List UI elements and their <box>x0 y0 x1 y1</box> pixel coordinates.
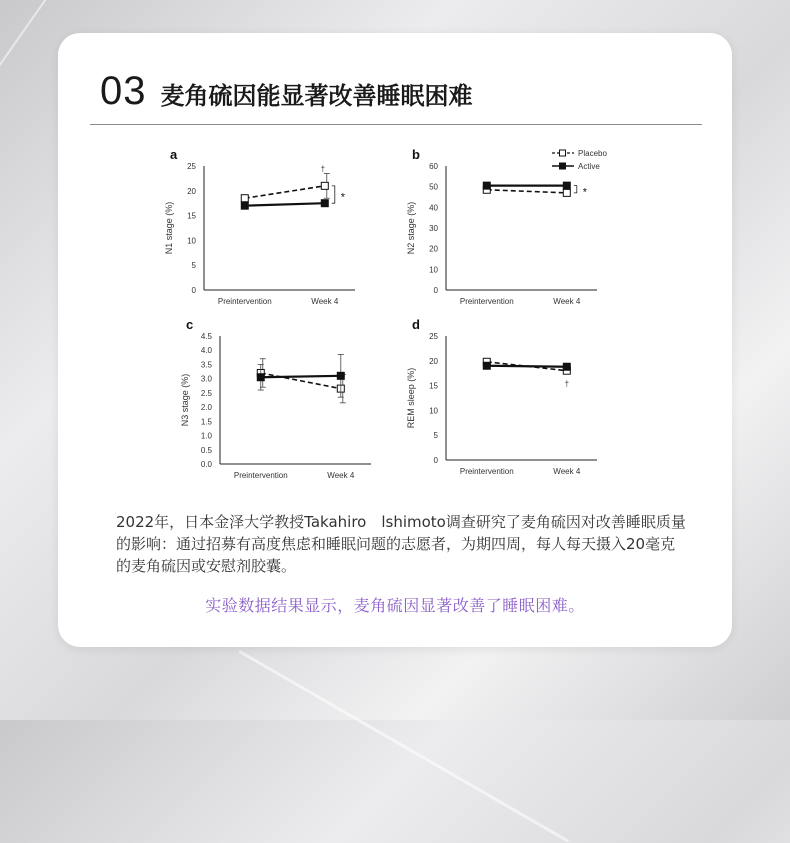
sleep-stage-figure <box>144 145 654 505</box>
active-line <box>487 366 567 367</box>
y-axis-label: N2 stage (%) <box>406 201 416 255</box>
y-tick-label: 0.5 <box>200 445 212 455</box>
y-tick-label: 0 <box>191 286 196 295</box>
x-tick-label: Preintervention <box>459 297 514 306</box>
x-tick-label: Preintervention <box>233 471 288 480</box>
panel-label: c <box>186 317 194 332</box>
placebo-line <box>487 190 567 193</box>
y-tick-label: 40 <box>429 203 438 213</box>
active-point <box>563 182 570 189</box>
section-number: 03 <box>100 69 147 113</box>
y-tick-label: 25 <box>429 332 438 341</box>
y-tick-label: 60 <box>429 162 438 171</box>
x-tick-label: Preintervention <box>217 297 272 306</box>
y-tick-label: 0.0 <box>200 460 212 469</box>
y-tick-label: 5 <box>191 261 196 271</box>
y-tick-label: 2.0 <box>200 403 212 413</box>
y-tick-label: 10 <box>429 406 438 416</box>
y-tick-label: 2.5 <box>200 388 212 398</box>
legend-active-marker <box>560 163 566 169</box>
result-highlight: 实验数据结果显示，麦角硫因显著改善了睡眠困难。 <box>205 596 585 615</box>
y-axis-label: REM sleep (%) <box>406 367 416 429</box>
active-point <box>483 362 490 369</box>
x-tick-label: Preintervention <box>459 467 514 476</box>
y-tick-label: 15 <box>429 381 438 391</box>
y-tick-label: 0 <box>433 286 438 295</box>
section-heading <box>100 69 473 119</box>
y-axis-label: N1 stage (%) <box>164 201 174 255</box>
study-description: 2022年，日本金泽大学教授Takahiro lshimoto调查研究了麦角硫因对改善睡眠质量的影响：通过招募有高度焦虑和睡眠问题的志愿者，为期四周，每人每天摄入20毫克的麦角硫因或安慰剂胶囊。 <box>116 513 686 575</box>
dagger-marker: † <box>320 164 326 174</box>
y-tick-label: 20 <box>429 356 438 366</box>
y-tick-label: 30 <box>429 224 438 233</box>
active-point <box>483 182 490 189</box>
y-tick-label: 10 <box>429 265 438 275</box>
y-tick-label: 1.5 <box>200 417 212 427</box>
section-title: 麦角硫因能显著改善睡眠困难 <box>160 82 473 110</box>
y-axis-label: N3 stage (%) <box>180 373 190 427</box>
x-tick-label: Week 4 <box>553 297 581 306</box>
y-tick-label: 0 <box>433 456 438 465</box>
y-tick-label: 50 <box>429 182 438 192</box>
y-tick-label: 20 <box>429 244 438 254</box>
active-point <box>337 372 344 379</box>
active-point <box>257 374 264 381</box>
y-tick-label: 4.5 <box>200 332 212 341</box>
y-tick-label: 4.0 <box>200 346 212 356</box>
legend-active-label: Active <box>578 162 600 171</box>
active-point <box>241 202 248 209</box>
content-card <box>58 33 732 647</box>
y-tick-label: 3.0 <box>200 374 212 384</box>
placebo-line <box>245 186 325 198</box>
dagger-marker: † <box>564 379 570 389</box>
x-tick-label: Week 4 <box>311 297 339 306</box>
panel-label: a <box>170 147 178 162</box>
significance-bracket <box>332 186 335 203</box>
y-tick-label: 3.5 <box>200 360 212 370</box>
placebo-point <box>241 195 248 202</box>
y-tick-label: 5 <box>433 431 438 441</box>
legend-placebo-label: Placebo <box>578 149 607 158</box>
background-streak <box>239 650 570 843</box>
significance-marker: * <box>340 191 346 204</box>
y-tick-label: 15 <box>187 211 196 221</box>
active-point <box>321 200 328 207</box>
panel-label: b <box>412 147 420 162</box>
x-tick-label: Week 4 <box>553 467 581 476</box>
y-tick-label: 1.0 <box>200 431 212 441</box>
panel-label: d <box>412 317 420 332</box>
divider <box>90 124 702 125</box>
placebo-point <box>563 189 570 196</box>
active-line <box>245 203 325 205</box>
significance-marker: * <box>582 186 588 199</box>
active-point <box>563 363 570 370</box>
y-tick-label: 10 <box>187 236 196 246</box>
placebo-point <box>321 182 328 189</box>
y-tick-label: 25 <box>187 162 196 171</box>
significance-bracket <box>574 186 577 193</box>
active-line <box>261 376 341 377</box>
y-tick-label: 20 <box>187 186 196 196</box>
chart-svg <box>144 145 654 505</box>
x-tick-label: Week 4 <box>327 471 355 480</box>
legend-placebo-marker <box>560 150 566 156</box>
